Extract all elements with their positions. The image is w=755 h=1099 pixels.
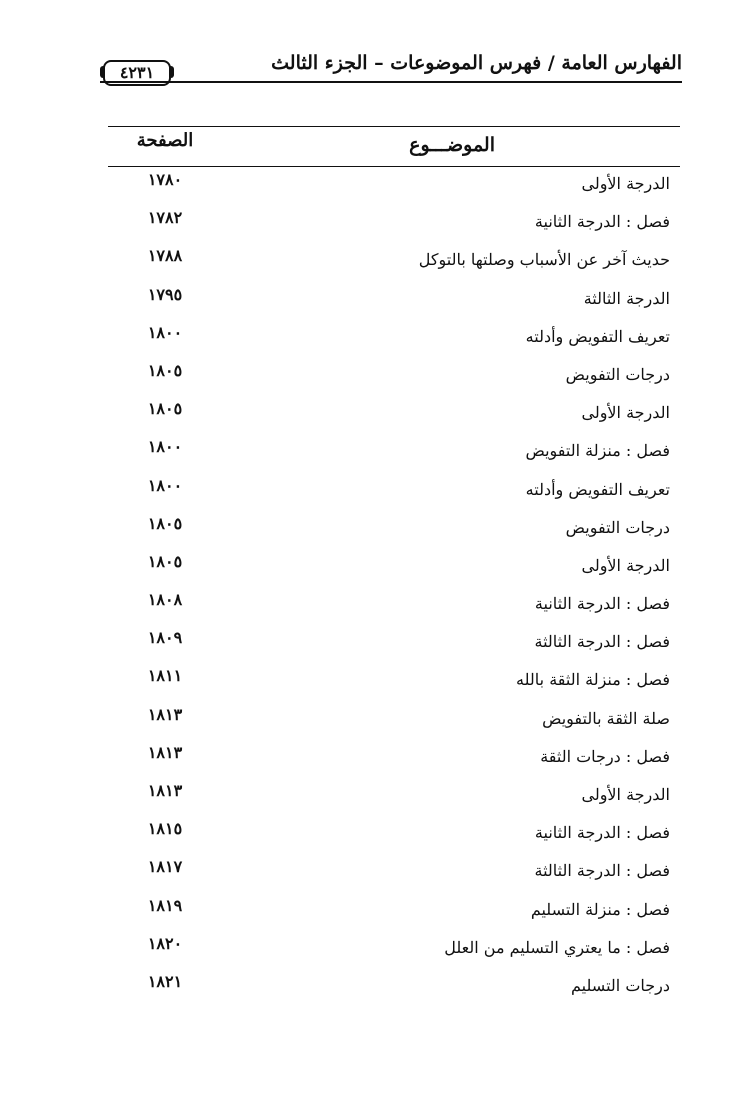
row-page: ١٨١٧ [147,857,183,877]
row-page: ١٧٩٥ [147,284,183,304]
row-page: ١٨٠٥ [147,360,183,380]
index-table-body [108,170,680,1010]
row-topic: درجات التفويض [565,517,670,537]
row-topic: فصل : ما يعتري التسليم من العلل [444,937,670,957]
table-row [108,628,680,666]
row-topic: صلة الثقة بالتفويض [542,708,670,728]
row-topic: فصل : الدرجة الثانية [534,212,670,232]
row-topic: حديث آخر عن الأسباب وصلتها بالتوكل [418,250,670,270]
column-header-topic: الموضـــوع [409,134,495,156]
row-page: ١٨١١ [147,666,183,686]
row-page: ١٧٨٨ [147,246,183,266]
table-row [108,323,680,361]
row-page: ١٨٠٠ [147,475,183,495]
table-row [108,743,680,781]
row-topic: فصل : منزلة التسليم [530,899,670,919]
row-page: ١٨٠٨ [147,590,183,610]
table-row [108,896,680,934]
table-row [108,857,680,895]
row-topic: الدرجة الأولى [581,403,670,423]
row-topic: الدرجة الأولى [581,785,670,804]
table-header-divider [108,166,680,167]
table-row [108,934,680,972]
row-topic: الدرجة الأولى [581,555,670,575]
row-topic: تعريف التفويض وأدلته [525,326,670,346]
row-topic: الدرجة الثالثة [583,288,670,308]
header-divider [100,81,682,83]
table-row [108,705,680,743]
row-page: ١٨٢١ [147,971,183,991]
table-row [108,170,680,208]
table-top-divider [108,126,680,127]
row-topic: درجات التسليم [571,975,670,995]
column-header-page: الصفحة [136,130,194,151]
table-row [108,285,680,323]
row-page: ١٨١٣ [147,704,183,724]
row-topic: تعريف التفويض وأدلته [525,479,670,499]
row-topic: فصل : الدرجة الثانية [534,823,670,843]
row-page: ١٨٠٥ [147,513,183,533]
page-number-badge: ٤٢٣١ [103,60,171,86]
table-row [108,552,680,590]
row-page: ١٨٠٩ [147,628,183,648]
row-topic: درجات التفويض [565,364,670,384]
table-row [108,819,680,857]
table-row [108,476,680,514]
table-row [108,514,680,552]
table-row [108,972,680,1010]
row-topic: فصل : الدرجة الثانية [534,594,670,614]
row-topic: فصل : منزلة الثقة بالله [516,670,670,690]
row-page: ١٨٢٠ [147,933,183,953]
row-page: ١٨١٩ [147,895,183,915]
row-page: ١٨٠٠ [147,322,183,342]
row-topic: فصل : منزلة التفويض [525,441,670,461]
row-page: ١٨٠٥ [147,399,183,419]
row-page: ١٨١٣ [147,781,183,800]
table-row [108,437,680,475]
row-page: ١٧٨٢ [147,208,183,228]
table-row [108,399,680,437]
table-row [108,361,680,399]
row-topic: فصل : الدرجة الثالثة [534,861,670,881]
row-page: ١٨٠٠ [147,437,183,457]
row-topic: فصل : الدرجة الثالثة [534,632,670,652]
table-row [108,781,680,819]
table-row [108,246,680,284]
row-page: ١٨٠٥ [147,551,183,571]
header-title: الفهارس العامة / فهرس الموضوعات – الجزء الثالث [271,52,682,74]
row-page: ١٨١٣ [147,742,183,762]
row-topic: الدرجة الأولى [581,174,670,193]
table-row [108,208,680,246]
table-row [108,590,680,628]
row-page: ١٧٨٠ [147,170,183,189]
row-page: ١٨١٥ [147,819,183,839]
table-row [108,666,680,704]
row-topic: فصل : درجات الثقة [540,746,670,766]
